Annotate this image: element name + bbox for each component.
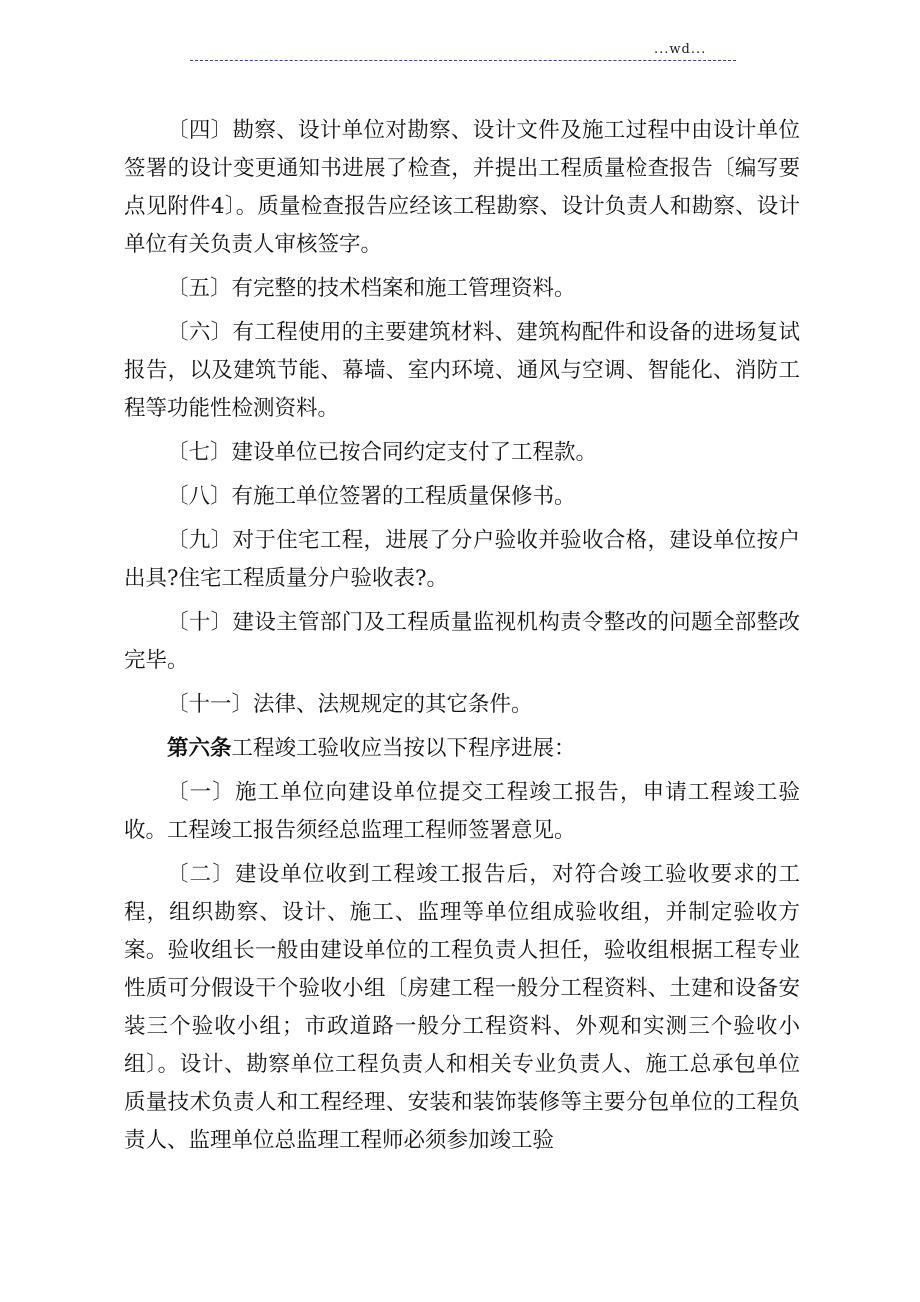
header-mark: ...wd... [654, 42, 707, 57]
article-text: 工程竣工验收应当按以下程序进展： [231, 736, 576, 761]
paragraph-item-4: 〔四〕勘察、设计单位对勘察、设计文件及施工过程中由设计单位签署的设计变更通知书进展了检查，并提出工程质量检查报告〔编写要点见附件4〕。质量检查报告应经该工程勘察、设计负责人和勘察、设计单位有关负责人审核签字。 [124, 118, 800, 257]
step-item-2: 〔二〕建设单位收到工程竣工报告后，对符合竣工验收要求的工程，组织勘察、设计、施工、监理等单位组成验收组，并制定验收方案。验收组长一般由建设单位的工程负责人担任，验收组根据工程专业性质可分假设干个验收小组〔房建工程一般分工程资料、土建和设备安装三个验收小组；市政道路一般分工程资料、外观和实测三个验收小组〕。设计、勘察单位工程负责人和相关专业负责人、施工总承包单位质量技术负责人和工程经理、安装和装饰装修等主要分包单位的工程负责人、监理单位总监理工程师必须参加竣工验 [124, 862, 800, 1153]
paragraph-item-10: 〔十〕建设主管部门及工程质量监视机构责令整改的问题全部整改完毕。 [124, 610, 800, 673]
document-body [124, 112, 800, 1166]
paragraph-item-9: 〔九〕对于住宅工程，进展了分户验收并验收合格，建设单位按户出具?住宅工程质量分户验收表?。 [124, 528, 800, 591]
step-item-1: 〔一〕施工单位向建设单位提交工程竣工报告，申请工程竣工验收。工程竣工报告须经总监理工程师签署意见。 [124, 780, 800, 843]
paragraph-item-8: 〔八〕有施工单位签署的工程质量保修书。 [167, 484, 576, 509]
article-six [124, 730, 800, 768]
article-title: 第六条 [167, 736, 232, 761]
paragraph-item-11: 〔十一〕法律、法规规定的其它条件。 [167, 692, 533, 717]
paragraph-item-5: 〔五〕有完整的技术档案和施工管理资料。 [167, 276, 576, 301]
header-divider [190, 60, 736, 61]
paragraph-item-6: 〔六〕有工程使用的主要建筑材料、建筑构配件和设备的进场复试报告，以及建筑节能、幕墙、室内环境、通风与空调、智能化、消防工程等功能性检测资料。 [124, 320, 800, 421]
paragraph-item-7: 〔七〕建设单位已按合同约定支付了工程款。 [167, 440, 598, 465]
